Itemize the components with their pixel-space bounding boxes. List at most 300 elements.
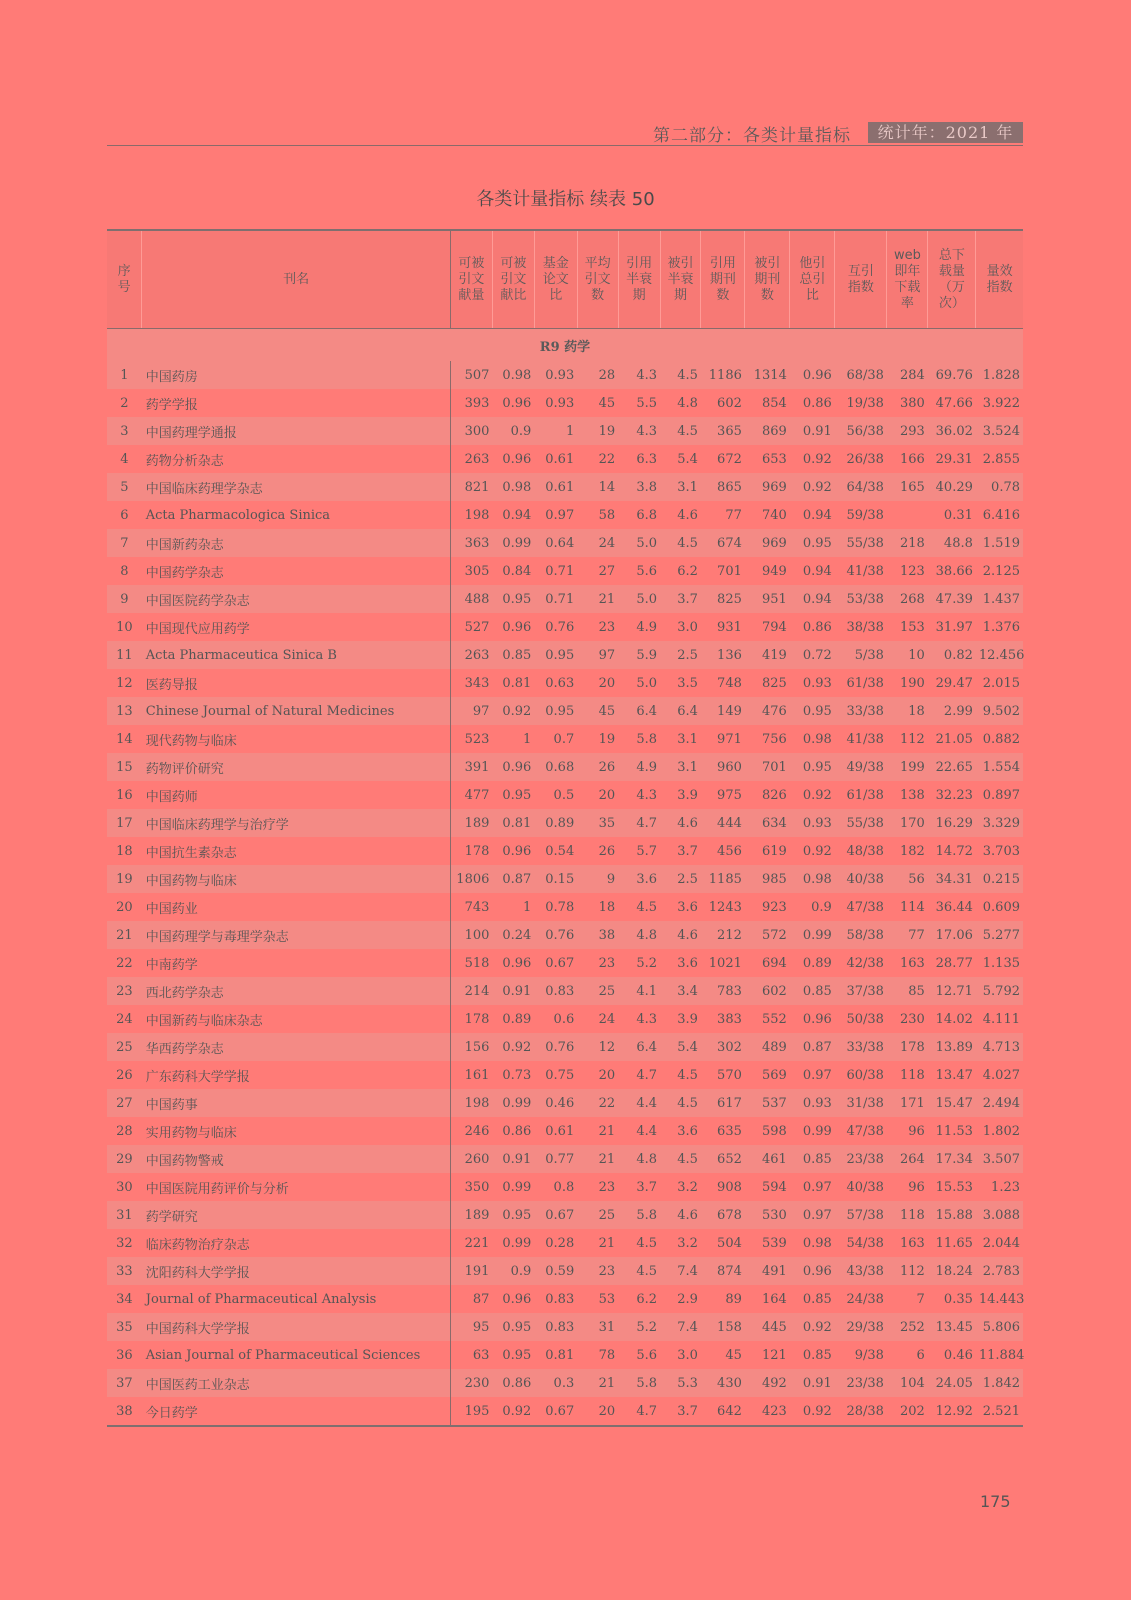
metric-cell: 22 (577, 445, 618, 473)
column-header (107, 230, 142, 329)
metric-cell: 199 (887, 753, 928, 781)
metric-cell: 530 (745, 1201, 790, 1229)
metric-cell: 445 (745, 1313, 790, 1341)
table-row (107, 445, 1023, 473)
metric-cell: 6.416 (976, 501, 1023, 529)
metric-cell: 0.96 (492, 389, 534, 417)
metric-cell: 5/38 (835, 641, 887, 669)
column-header (835, 230, 887, 329)
metric-cell: 20 (577, 781, 618, 809)
metric-cell: 24 (577, 1005, 618, 1033)
metric-cell: 40/38 (835, 1173, 887, 1201)
metric-cell: 4.3 (618, 361, 660, 389)
metric-cell: 0.93 (790, 809, 835, 837)
column-header (577, 230, 618, 329)
metric-cell: 69.76 (928, 361, 976, 389)
row-index: 13 (107, 697, 142, 725)
metric-cell: 5.806 (976, 1313, 1023, 1341)
metric-cell: 43/38 (835, 1257, 887, 1285)
metric-cell: 191 (450, 1257, 492, 1285)
page-number: 175 (980, 1492, 1011, 1511)
table-row (107, 1061, 1023, 1089)
metric-cell: 2.494 (976, 1089, 1023, 1117)
metric-cell: 28 (577, 361, 618, 389)
metric-cell: 0.5 (534, 781, 577, 809)
metric-cell: 189 (450, 1201, 492, 1229)
metric-cell: 0.68 (534, 753, 577, 781)
metric-cell: 365 (701, 417, 745, 445)
metric-cell: 12.456 (976, 641, 1023, 669)
table-row (107, 557, 1023, 585)
metric-cell: 138 (887, 781, 928, 809)
metric-cell: 0.95 (492, 1201, 534, 1229)
column-header-line: 期刊 (709, 271, 736, 287)
metric-cell: 17.06 (928, 921, 976, 949)
metric-cell: 0.95 (492, 1313, 534, 1341)
metric-cell: 305 (450, 557, 492, 585)
metric-cell: 602 (745, 977, 790, 1005)
metric-cell: 14 (577, 473, 618, 501)
metric-cell: 931 (701, 613, 745, 641)
row-index: 34 (107, 1285, 142, 1313)
metric-cell: 0.85 (492, 641, 534, 669)
metric-cell: 363 (450, 529, 492, 557)
metric-cell: 2.783 (976, 1257, 1023, 1285)
metric-cell: 874 (701, 1257, 745, 1285)
metric-cell: 25 (577, 977, 618, 1005)
journal-name: 华西药学杂志 (142, 1033, 451, 1061)
journal-name: 沈阳药科大学学报 (142, 1257, 451, 1285)
row-index: 28 (107, 1117, 142, 1145)
metric-cell: 869 (745, 417, 790, 445)
table-row (107, 1257, 1023, 1285)
metric-cell: 77 (887, 921, 928, 949)
metric-cell: 0.92 (790, 1313, 835, 1341)
metric-cell: 4.5 (660, 1061, 701, 1089)
metric-cell: 15.88 (928, 1201, 976, 1229)
metric-cell: 17.34 (928, 1145, 976, 1173)
metric-cell: 59/38 (835, 501, 887, 529)
metric-cell: 212 (701, 921, 745, 949)
metric-cell: 63 (450, 1341, 492, 1369)
metric-cell: 4.6 (660, 501, 701, 529)
column-header (142, 230, 451, 329)
metric-cell: 2.855 (976, 445, 1023, 473)
metric-cell: 163 (887, 1229, 928, 1257)
metric-cell: 40/38 (835, 865, 887, 893)
row-index: 1 (107, 361, 142, 389)
row-index: 31 (107, 1201, 142, 1229)
metric-cell: 28/38 (835, 1397, 887, 1426)
metric-cell: 4.713 (976, 1033, 1023, 1061)
metric-cell: 58/38 (835, 921, 887, 949)
row-index: 37 (107, 1369, 142, 1397)
metric-cell: 523 (450, 725, 492, 753)
row-index: 4 (107, 445, 142, 473)
metric-cell: 14.72 (928, 837, 976, 865)
metric-cell: 678 (701, 1201, 745, 1229)
metric-cell: 569 (745, 1061, 790, 1089)
metric-cell: 300 (450, 417, 492, 445)
metric-cell: 202 (887, 1397, 928, 1426)
metric-cell: 0.46 (928, 1341, 976, 1369)
metric-cell: 263 (450, 641, 492, 669)
column-header-line: 数 (591, 287, 605, 303)
metric-cell: 380 (887, 389, 928, 417)
metric-cell: 3.5 (660, 669, 701, 697)
metric-cell: 0.35 (928, 1285, 976, 1313)
metric-cell: 260 (450, 1145, 492, 1173)
metric-cell: 0.67 (534, 1201, 577, 1229)
metric-cell: 1 (534, 417, 577, 445)
row-index: 16 (107, 781, 142, 809)
metric-cell: 0.89 (492, 1005, 534, 1033)
table-row (107, 501, 1023, 529)
metric-cell: 4.6 (660, 921, 701, 949)
table-title: 各类计量指标 续表 50 (476, 189, 655, 210)
journal-name: 中国药学杂志 (142, 557, 451, 585)
row-index: 11 (107, 641, 142, 669)
column-header-line: 即年 (894, 263, 921, 279)
metric-cell: 653 (745, 445, 790, 473)
metric-cell: 3.1 (660, 753, 701, 781)
metric-cell: 18.24 (928, 1257, 976, 1285)
table-row (107, 1313, 1023, 1341)
column-header-line: 期 (632, 287, 646, 303)
table-row (107, 389, 1023, 417)
column-header-line: 总下 (938, 247, 965, 263)
column-header-line: 号 (117, 279, 131, 295)
metric-cell: 19 (577, 725, 618, 753)
metric-cell: 2.5 (660, 865, 701, 893)
metric-cell: 0.83 (534, 1313, 577, 1341)
metric-cell: 0.9 (790, 893, 835, 921)
metric-cell: 4.5 (660, 1089, 701, 1117)
column-header-line: 被引 (667, 255, 694, 271)
journal-name: 中国药物警戒 (142, 1145, 451, 1173)
metric-cell: 0.94 (790, 585, 835, 613)
table-row (107, 1201, 1023, 1229)
metric-cell: 5.792 (976, 977, 1023, 1005)
table-row (107, 725, 1023, 753)
table-row (107, 1033, 1023, 1061)
metric-cell: 18 (887, 697, 928, 725)
metric-cell: 0.215 (976, 865, 1023, 893)
metric-cell: 2.5 (660, 641, 701, 669)
metric-cell: 951 (745, 585, 790, 613)
metric-cell: 302 (701, 1033, 745, 1061)
metric-cell: 0.98 (492, 361, 534, 389)
metric-cell: 748 (701, 669, 745, 697)
metric-cell: 182 (887, 837, 928, 865)
metric-cell: 0.897 (976, 781, 1023, 809)
metric-cell: 0.15 (534, 865, 577, 893)
table-row (107, 641, 1023, 669)
section-label: R9 药学 (107, 329, 1023, 362)
journal-name: Journal of Pharmaceutical Analysis (142, 1285, 451, 1313)
metric-cell: 34.31 (928, 865, 976, 893)
metric-cell: 23 (577, 1173, 618, 1201)
metric-cell: 3.7 (618, 1173, 660, 1201)
metric-cell: 0.99 (492, 1229, 534, 1257)
column-header (660, 230, 701, 329)
metric-cell: 0.28 (534, 1229, 577, 1257)
metric-cell: 4.5 (660, 361, 701, 389)
metric-cell: 97 (450, 697, 492, 725)
metric-cell: 1.842 (976, 1369, 1023, 1397)
metric-cell: 0.83 (534, 977, 577, 1005)
page-header (107, 121, 1023, 146)
metric-cell: 214 (450, 977, 492, 1005)
metric-cell: 0.92 (492, 1397, 534, 1426)
metric-cell: 0.97 (790, 1173, 835, 1201)
column-header-line: 可被 (500, 255, 527, 271)
metric-cell: 985 (745, 865, 790, 893)
metric-cell: 31/38 (835, 1089, 887, 1117)
metric-cell: 1806 (450, 865, 492, 893)
metric-cell: 118 (887, 1061, 928, 1089)
metric-cell: 461 (745, 1145, 790, 1173)
metric-cell: 57/38 (835, 1201, 887, 1229)
row-index: 35 (107, 1313, 142, 1341)
metric-cell: 4.5 (660, 529, 701, 557)
column-header-line: 献比 (500, 287, 527, 303)
metric-cell: 0.95 (534, 697, 577, 725)
metric-cell: 0.99 (492, 1089, 534, 1117)
row-index: 33 (107, 1257, 142, 1285)
row-index: 12 (107, 669, 142, 697)
column-header-line: 基金 (542, 255, 569, 271)
metric-cell: 6.3 (618, 445, 660, 473)
metric-cell: 4.5 (618, 1229, 660, 1257)
metric-cell: 3.6 (660, 1117, 701, 1145)
row-index: 18 (107, 837, 142, 865)
metric-cell: 0.91 (790, 1369, 835, 1397)
table-row (107, 949, 1023, 977)
table-row (107, 865, 1023, 893)
metric-cell: 47/38 (835, 1117, 887, 1145)
journal-name: Asian Journal of Pharmaceutical Sciences (142, 1341, 451, 1369)
metric-cell: 1 (492, 725, 534, 753)
metric-cell: 0.61 (534, 473, 577, 501)
metric-cell: 0.87 (790, 1033, 835, 1061)
journal-name: 实用药物与临床 (142, 1117, 451, 1145)
metric-cell: 2.521 (976, 1397, 1023, 1426)
metric-cell: 9.502 (976, 697, 1023, 725)
metric-cell: 89 (701, 1285, 745, 1313)
metric-cell: 161 (450, 1061, 492, 1089)
column-header-line: 下载 (894, 279, 921, 295)
metric-cell: 29/38 (835, 1313, 887, 1341)
metric-cell: 0.96 (492, 613, 534, 641)
metric-cell: 3.1 (660, 473, 701, 501)
metric-cell: 350 (450, 1173, 492, 1201)
row-index: 25 (107, 1033, 142, 1061)
metric-cell: 198 (450, 1089, 492, 1117)
row-index: 27 (107, 1089, 142, 1117)
journal-name: 今日药学 (142, 1397, 451, 1426)
metric-cell: 552 (745, 1005, 790, 1033)
metric-cell: 218 (887, 529, 928, 557)
column-header-line: 期刊 (754, 271, 781, 287)
metric-cell: 594 (745, 1173, 790, 1201)
column-header-line: web (893, 247, 921, 263)
metric-cell: 0.95 (790, 753, 835, 781)
metric-cell: 5.7 (618, 837, 660, 865)
metric-cell: 825 (701, 585, 745, 613)
metric-cell: 178 (450, 837, 492, 865)
metric-cell: 444 (701, 809, 745, 837)
row-index: 5 (107, 473, 142, 501)
metric-cell: 0.81 (492, 669, 534, 697)
metric-cell: 1021 (701, 949, 745, 977)
metric-cell: 5.2 (618, 949, 660, 977)
metric-cell: 0.98 (790, 1229, 835, 1257)
column-header-line: 互引 (847, 263, 874, 279)
metric-cell: 4.027 (976, 1061, 1023, 1089)
row-index: 24 (107, 1005, 142, 1033)
metric-cell: 284 (887, 361, 928, 389)
metric-cell: 2.125 (976, 557, 1023, 585)
metric-cell: 701 (701, 557, 745, 585)
table-row (107, 529, 1023, 557)
metric-cell: 0.72 (790, 641, 835, 669)
metric-cell: 756 (745, 725, 790, 753)
metric-cell: 3.922 (976, 389, 1023, 417)
metric-cell: 430 (701, 1369, 745, 1397)
metric-cell: 0.46 (534, 1089, 577, 1117)
metric-cell: 78 (577, 1341, 618, 1369)
metric-cell: 0.96 (492, 837, 534, 865)
row-index: 26 (107, 1061, 142, 1089)
metric-cell: 0.76 (534, 613, 577, 641)
metric-cell: 1.376 (976, 613, 1023, 641)
metric-cell: 25 (577, 1201, 618, 1229)
metric-cell: 68/38 (835, 361, 887, 389)
metric-cell: 492 (745, 1369, 790, 1397)
column-header-line: 被引 (754, 255, 781, 271)
metric-cell: 26/38 (835, 445, 887, 473)
metric-cell: 477 (450, 781, 492, 809)
metric-cell: 12 (577, 1033, 618, 1061)
metric-cell: 975 (701, 781, 745, 809)
metric-cell: 0.67 (534, 949, 577, 977)
metric-cell: 263 (450, 445, 492, 473)
metric-cell: 1314 (745, 361, 790, 389)
metric-cell: 9/38 (835, 1341, 887, 1369)
metric-cell: 570 (701, 1061, 745, 1089)
journal-name: 中国药业 (142, 893, 451, 921)
metric-cell: 572 (745, 921, 790, 949)
metric-cell: 49/38 (835, 753, 887, 781)
metric-cell: 268 (887, 585, 928, 613)
metric-cell: 40.29 (928, 473, 976, 501)
metric-cell: 2.044 (976, 1229, 1023, 1257)
metric-cell: 6.4 (618, 697, 660, 725)
metric-cell: 4.6 (660, 809, 701, 837)
metric-cell: 0.99 (790, 1117, 835, 1145)
column-header-line: 半衰 (626, 271, 653, 287)
metric-cell: 21 (577, 1229, 618, 1257)
metric-cell: 539 (745, 1229, 790, 1257)
metric-cell: 527 (450, 613, 492, 641)
metric-cell: 504 (701, 1229, 745, 1257)
metric-cell: 7.4 (660, 1257, 701, 1285)
metric-cell: 0.609 (976, 893, 1023, 921)
metric-cell: 0.97 (534, 501, 577, 529)
metric-cell: 0.95 (492, 1341, 534, 1369)
column-header-line: 数 (760, 287, 774, 303)
metric-cell: 0.85 (790, 977, 835, 1005)
metric-cell: 674 (701, 529, 745, 557)
metric-cell: 598 (745, 1117, 790, 1145)
metric-cell: 5.8 (618, 1201, 660, 1229)
metric-cell: 13.89 (928, 1033, 976, 1061)
journal-name: 中国临床药理学杂志 (142, 473, 451, 501)
metric-cell: 383 (701, 1005, 745, 1033)
journal-name: 药物评价研究 (142, 753, 451, 781)
table-header-row (107, 230, 1023, 329)
metric-cell: 854 (745, 389, 790, 417)
table-row (107, 1145, 1023, 1173)
column-header-line: 数 (716, 287, 730, 303)
metric-cell: 36.44 (928, 893, 976, 921)
metric-cell: 0.31 (928, 501, 976, 529)
row-index: 9 (107, 585, 142, 613)
journal-name: 中南药学 (142, 949, 451, 977)
metric-cell: 158 (701, 1313, 745, 1341)
journal-name: 中国药理学与毒理学杂志 (142, 921, 451, 949)
metric-cell: 4.6 (660, 1201, 701, 1229)
metric-cell: 0.96 (492, 445, 534, 473)
column-header-line: 比 (549, 287, 563, 303)
table-row (107, 1117, 1023, 1145)
journal-name: 中国抗生素杂志 (142, 837, 451, 865)
table-row (107, 1369, 1023, 1397)
metric-cell: 230 (450, 1369, 492, 1397)
column-header (928, 230, 976, 329)
metric-cell: 634 (745, 809, 790, 837)
metric-cell: 48/38 (835, 837, 887, 865)
metric-cell: 48.8 (928, 529, 976, 557)
metric-cell: 476 (745, 697, 790, 725)
metric-cell: 5.2 (618, 1313, 660, 1341)
metric-cell: 24 (577, 529, 618, 557)
metric-cell: 3.1 (660, 725, 701, 753)
metric-cell: 4.8 (618, 921, 660, 949)
metric-cell: 0.54 (534, 837, 577, 865)
metric-cell: 0.59 (534, 1257, 577, 1285)
metric-cell: 4.7 (618, 1397, 660, 1426)
metric-cell: 77 (701, 501, 745, 529)
metric-cell: 23/38 (835, 1145, 887, 1173)
metric-cell: 0.95 (534, 641, 577, 669)
metric-cell: 21 (577, 1145, 618, 1173)
metric-cell: 0.92 (790, 473, 835, 501)
metric-cell: 0.6 (534, 1005, 577, 1033)
metric-cell: 4.8 (618, 1145, 660, 1173)
metric-cell: 2.99 (928, 697, 976, 725)
column-header-line: 他引 (799, 255, 826, 271)
metric-cell: 3.2 (660, 1173, 701, 1201)
table-row (107, 697, 1023, 725)
metric-cell: 0.96 (790, 1005, 835, 1033)
journal-name: Chinese Journal of Natural Medicines (142, 697, 451, 725)
metric-cell: 14.02 (928, 1005, 976, 1033)
metric-cell: 0.91 (492, 1145, 534, 1173)
column-header (887, 230, 928, 329)
column-header-line: 引文 (584, 271, 611, 287)
